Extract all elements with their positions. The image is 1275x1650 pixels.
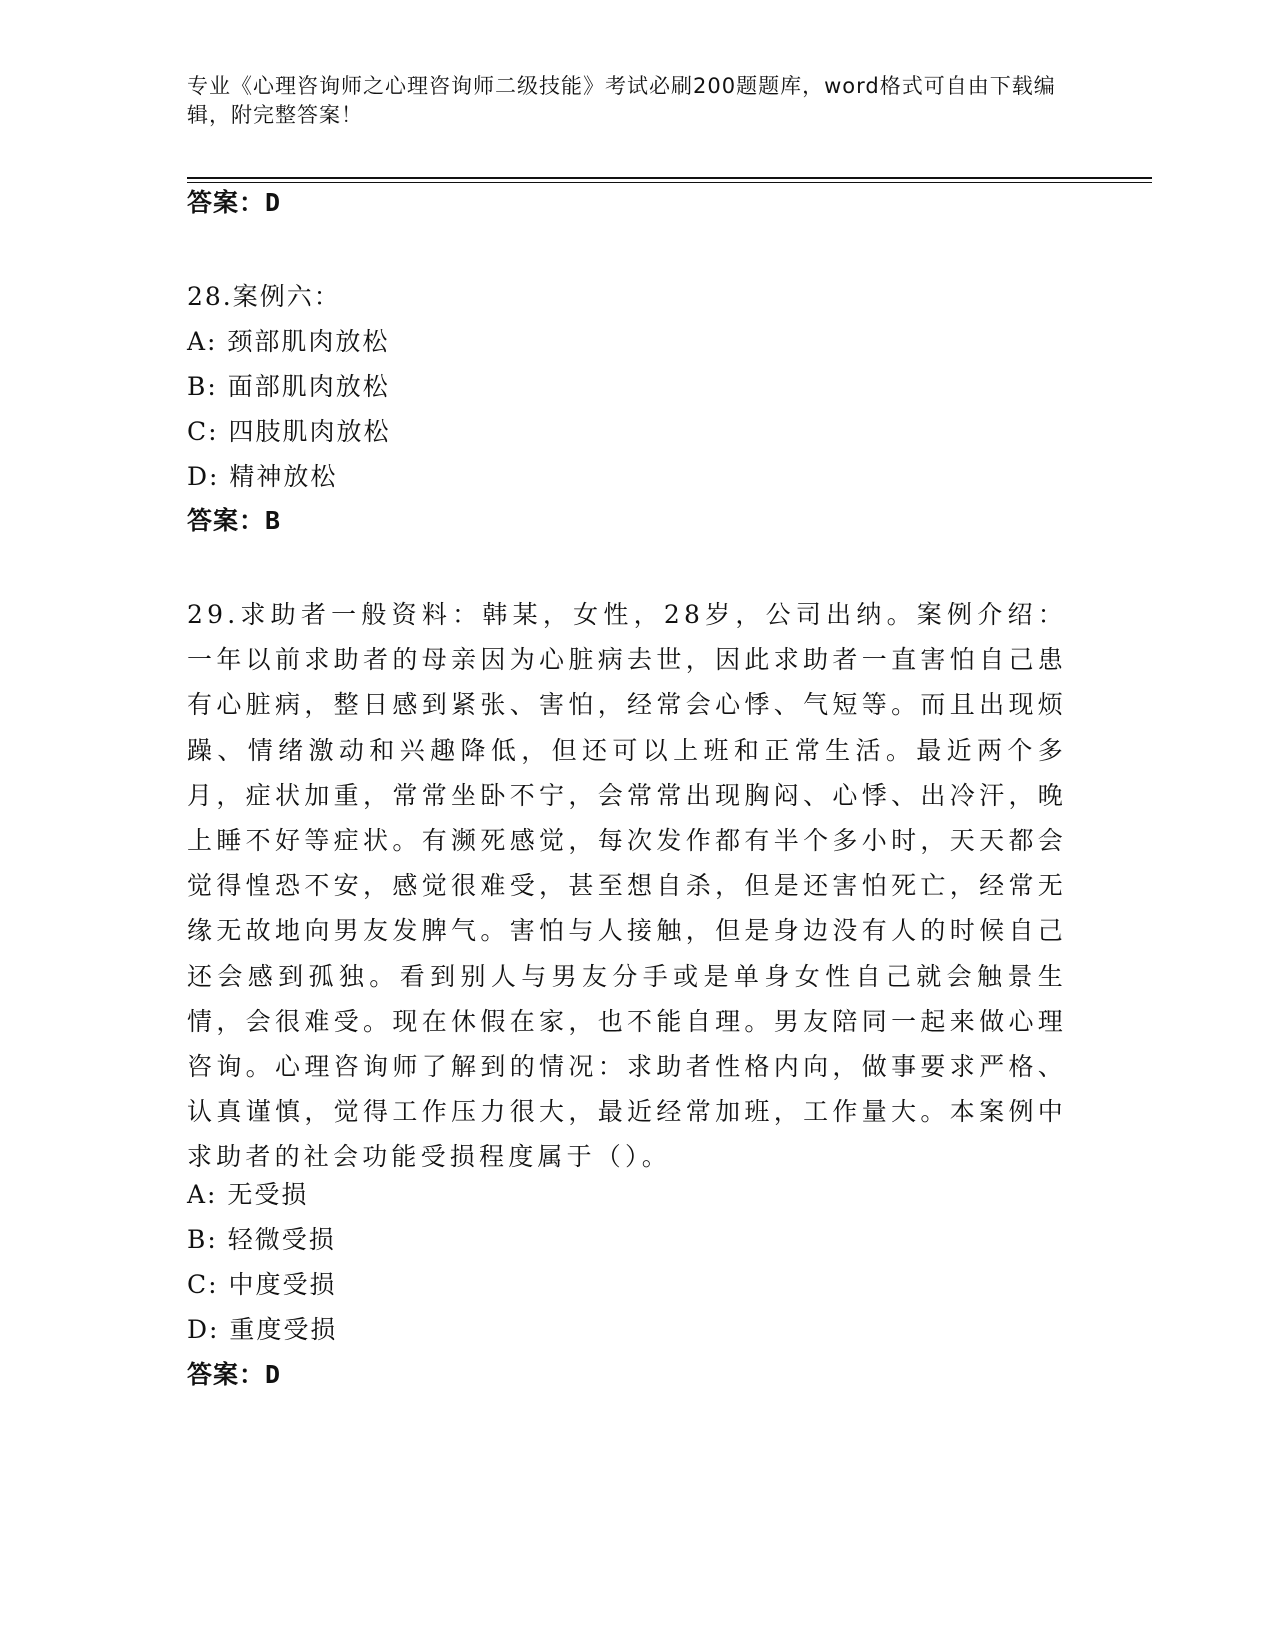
header-divider-thick [187, 177, 1152, 179]
q29-option-d: D: 重度受损 [187, 1315, 338, 1344]
header-divider-thin [187, 182, 1152, 183]
previous-answer: 答案：D [187, 188, 282, 217]
q28-stem: 28.案例六： [187, 282, 341, 311]
q28-option-d: D: 精神放松 [187, 462, 338, 491]
q28-option-a: A: 颈部肌肉放松 [187, 327, 390, 356]
q29-option-b: B: 轻微受损 [187, 1225, 336, 1254]
q29-option-c: C: 中度受损 [187, 1270, 337, 1299]
q28-option-b: B: 面部肌肉放松 [187, 372, 390, 401]
q29-option-a: A: 无受损 [187, 1180, 309, 1209]
q29-answer: 答案：D [187, 1360, 282, 1389]
document-header: 专业《心理咨询师之心理咨询师二级技能》考试必刷200题题库，word格式可自由下载编辑，附完整答案！ [187, 74, 1056, 127]
q28-option-c: C: 四肢肌肉放松 [187, 417, 391, 446]
q28-answer: 答案：B [187, 506, 282, 535]
q29-stem: 29.求助者一般资料：韩某，女性，28岁，公司出纳。案例介绍：一年以前求助者的母亲因为心脏病去世，因此求助者一直害怕自己患有心脏病，整日感到紧张、害怕，经常会心悸、气短等。而且出现烦躁、情绪激动和兴趣降低，但还可以上班和正常生活。最近两个多月，症状加重，常常坐卧不宁，会常常出现胸闷、心悸、出冷汗，晚上睡不好等症状。有濒死感觉，每次发作都有半个多小时，天天都会觉得惶恐不安，感觉很难受，甚至想自杀，但是还害怕死亡，经常无缘无故地向男友发脾气。害怕与人接触，但是身边没有人的时候自己还会感到孤独。看到别人与男友分手或是单身女性自己就会触景生情，会很难受。现在休假在家，也不能自理。男友陪同一起来做心理咨询。心理咨询师了解到的情况：求助者性格内向，做事要求严格、认真谨慎，觉得工作压力很大，最近经常加班，工作量大。本案例中求助者的社会功能受损程度属于（）。 [187, 600, 1067, 1172]
